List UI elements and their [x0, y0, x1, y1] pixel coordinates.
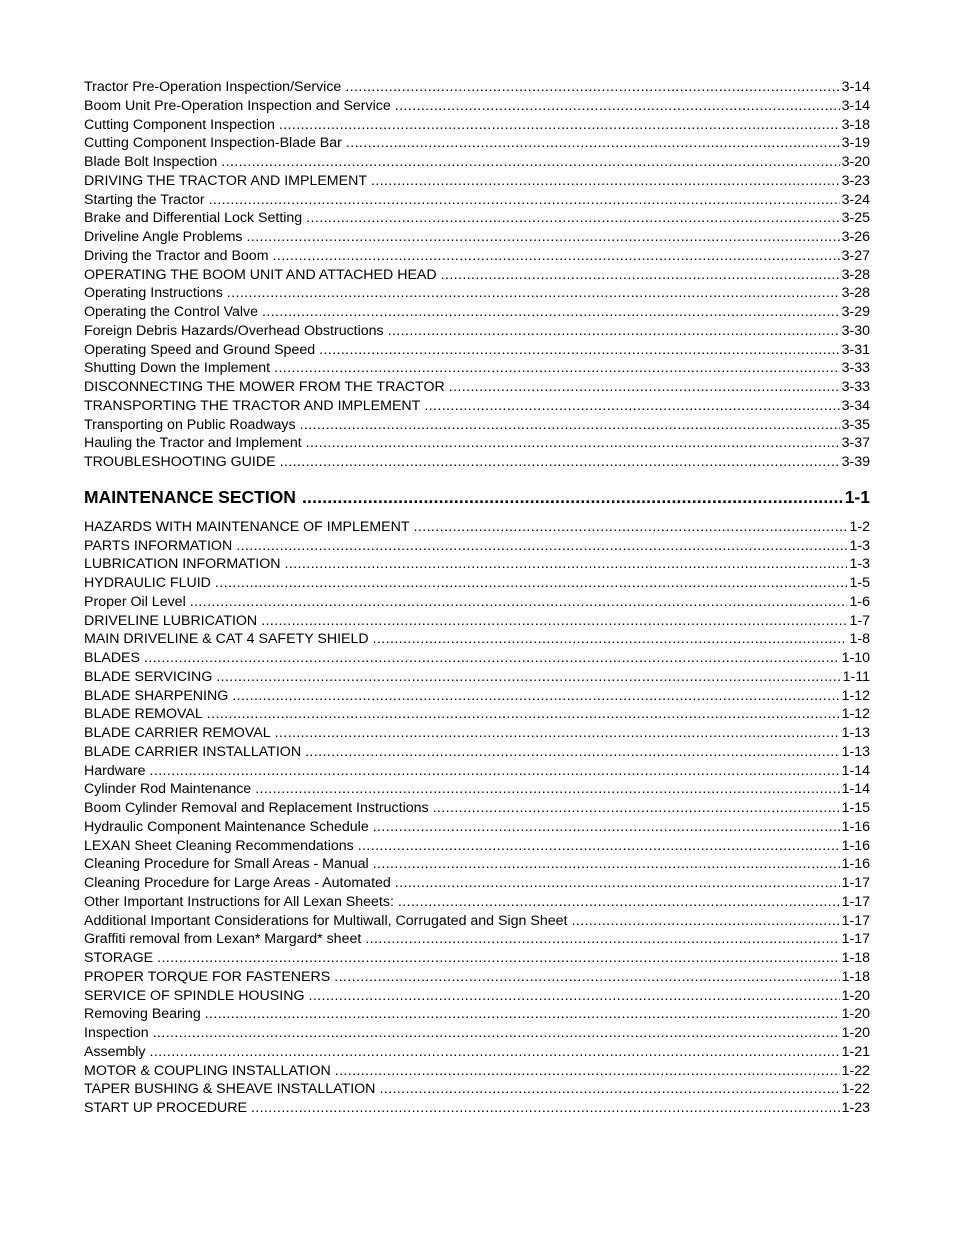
dot-leader: [398, 894, 840, 910]
dot-leader: [379, 1081, 839, 1097]
toc-entry[interactable]: [84, 800, 870, 819]
toc-entry-title: HAZARDS WITH MAINTENANCE OF IMPLEMENT: [84, 518, 410, 535]
dot-leader: [255, 781, 839, 797]
dot-leader: [261, 613, 847, 629]
toc-entry-page-number: 1-14: [841, 762, 870, 779]
toc-entry-title: Driveline Angle Problems: [84, 229, 243, 245]
toc-entry-page-number: 3-18: [841, 116, 870, 133]
toc-entry-page-number: 3-20: [841, 154, 870, 170]
dot-leader: [424, 398, 839, 414]
toc-entry-title: BLADE CARRIER REMOVAL: [84, 725, 271, 741]
dot-leader: [150, 1044, 840, 1060]
toc-entry[interactable]: [84, 267, 870, 286]
toc-entry[interactable]: [84, 763, 870, 782]
dot-leader: [285, 556, 848, 572]
dot-leader: [306, 435, 840, 451]
toc-entry-title: LUBRICATION INFORMATION: [84, 556, 281, 573]
toc-entry-page-number: 3-29: [841, 304, 870, 320]
dot-leader: [302, 487, 845, 508]
toc-entry-title: Transporting on Public Roadways: [84, 416, 296, 433]
toc-entry-title: BLADE REMOVAL: [84, 706, 203, 723]
toc-entry-title: Graffiti removal from Lexan* Margard* sheet: [84, 931, 362, 948]
toc-entry[interactable]: [84, 969, 870, 988]
toc-entry-page-number: 1-22: [841, 1062, 870, 1079]
toc-entry[interactable]: [84, 192, 870, 211]
toc-entry-title: Assembly: [84, 1043, 146, 1060]
toc-entry-title: Hauling the Tractor and Implement: [84, 435, 302, 452]
toc-entry-page-number: 3-33: [841, 360, 870, 377]
toc-entry-page-number: 1-17: [841, 912, 870, 929]
toc-entry-page-number: 1-15: [841, 800, 870, 816]
toc-entry[interactable]: [84, 594, 870, 613]
toc-entry[interactable]: [84, 931, 870, 950]
toc-entry-page-number: 1-8: [849, 631, 870, 648]
dot-leader: [334, 969, 839, 985]
dot-leader: [275, 725, 840, 741]
dot-leader: [216, 669, 840, 685]
toc-entry-page-number: 1-2: [849, 518, 870, 535]
toc-entry-page-number: 1-5: [849, 575, 870, 591]
toc-entry-title: LEXAN Sheet Cleaning Recommendations: [84, 837, 354, 854]
toc-entry-page-number: 1-12: [841, 687, 870, 704]
toc-entry-title: Driving the Tractor and Boom: [84, 247, 269, 264]
toc-entry-page-number: 3-31: [841, 341, 870, 358]
toc-entry-title: TROUBLESHOOTING GUIDE: [84, 454, 276, 470]
toc-entry[interactable]: [84, 454, 870, 473]
toc-entry-page-number: 1-3: [849, 537, 870, 554]
toc-entry-page-number: 1-7: [849, 612, 870, 629]
toc-entry[interactable]: [84, 650, 870, 669]
toc-entry-page-number: 1-14: [841, 781, 870, 798]
dot-leader: [279, 117, 840, 133]
toc-entry-page-number: 1-16: [841, 856, 870, 873]
table-of-contents: [84, 79, 870, 1119]
toc-entry[interactable]: [84, 819, 870, 838]
dot-leader: [433, 800, 840, 816]
toc-entry[interactable]: [84, 1025, 870, 1044]
dot-leader: [274, 360, 839, 376]
dot-leader: [247, 229, 840, 245]
toc-entry-title: STORAGE: [84, 950, 154, 966]
dot-leader: [236, 538, 847, 554]
toc-entry-title: HYDRAULIC FLUID: [84, 575, 211, 591]
toc-entry[interactable]: [84, 950, 870, 969]
section-title: MAINTENANCE SECTION: [84, 486, 296, 507]
toc-entry-page-number: 3-35: [841, 416, 870, 433]
dot-leader: [373, 856, 840, 872]
toc-entry[interactable]: [84, 229, 870, 248]
toc-entry-title: Foreign Debris Hazards/Overhead Obstructions: [84, 322, 384, 339]
toc-entry-title: MAIN DRIVELINE & CAT 4 SAFETY SHIELD: [84, 631, 369, 648]
toc-entry[interactable]: [84, 538, 870, 557]
toc-entry-page-number: 3-26: [841, 229, 870, 245]
dot-leader: [395, 875, 840, 891]
toc-entry[interactable]: [84, 323, 870, 342]
toc-section-heading[interactable]: [84, 487, 870, 513]
toc-entry[interactable]: [84, 435, 870, 454]
toc-entry-page-number: 1-13: [841, 743, 870, 760]
dot-leader: [335, 1063, 840, 1079]
toc-entry[interactable]: [84, 988, 870, 1007]
toc-entry-title: Shutting Down the Implement: [84, 360, 271, 377]
toc-entry-page-number: 3-33: [841, 379, 870, 395]
dot-leader: [221, 154, 839, 170]
toc-entry-page-number: 1-13: [841, 725, 870, 741]
toc-entry-title: Boom Unit Pre-Operation Inspection and Service: [84, 97, 391, 114]
dot-leader: [144, 650, 840, 666]
toc-entry[interactable]: [84, 894, 870, 913]
toc-entry-title: Tractor Pre-Operation Inspection/Service: [84, 79, 342, 95]
dot-leader: [306, 210, 839, 226]
dot-leader: [150, 763, 840, 779]
dot-leader: [305, 744, 840, 760]
toc-entry[interactable]: [84, 135, 870, 154]
toc-entry-page-number: 3-28: [841, 266, 870, 283]
toc-entry-title: Blade Bolt Inspection: [84, 154, 218, 170]
dot-leader: [153, 1025, 840, 1041]
toc-entry-title: Cleaning Procedure for Small Areas - Manual: [84, 856, 369, 873]
toc-entry[interactable]: [84, 519, 870, 538]
toc-entry[interactable]: [84, 1063, 870, 1082]
toc-entry[interactable]: [84, 304, 870, 323]
toc-entry-page-number: 1-22: [841, 1081, 870, 1098]
toc-entry-page-number: 3-34: [841, 397, 870, 414]
toc-group-operation: [84, 79, 870, 473]
toc-entry-title: DRIVELINE LUBRICATION: [84, 612, 258, 629]
dot-leader: [441, 267, 840, 283]
toc-entry-page-number: 3-23: [841, 172, 870, 189]
toc-entry[interactable]: [84, 342, 870, 361]
toc-entry-page-number: 3-37: [841, 435, 870, 452]
toc-entry-title: TRANSPORTING THE TRACTOR AND IMPLEMENT: [84, 397, 421, 414]
toc-entry-title: Cylinder Rod Maintenance: [84, 781, 252, 798]
toc-entry-title: START UP PROCEDURE: [84, 1100, 247, 1116]
toc-entry-title: MOTOR & COUPLING INSTALLATION: [84, 1062, 331, 1079]
toc-entry-title: OPERATING THE BOOM UNIT AND ATTACHED HEAD: [84, 266, 437, 283]
dot-leader: [251, 1100, 840, 1116]
toc-entry[interactable]: [84, 875, 870, 894]
dot-leader: [215, 575, 848, 591]
toc-entry[interactable]: [84, 838, 870, 857]
toc-entry-title: Operating Speed and Ground Speed: [84, 341, 316, 358]
toc-entry-page-number: 3-14: [841, 97, 870, 114]
toc-entry-title: Operating the Control Valve: [84, 304, 259, 320]
toc-entry-title: Other Important Instructions for All Lexan Sheets:: [84, 893, 394, 910]
toc-entry[interactable]: [84, 117, 870, 136]
toc-entry-page-number: 1-17: [841, 893, 870, 910]
toc-entry-title: PARTS INFORMATION: [84, 537, 233, 554]
toc-entry-title: Cutting Component Inspection-Blade Bar: [84, 135, 342, 152]
toc-entry-page-number: 1-3: [849, 556, 870, 573]
toc-entry-title: BLADE SERVICING: [84, 668, 213, 685]
toc-entry-title: Boom Cylinder Removal and Replacement Instructions: [84, 800, 429, 816]
dot-leader: [346, 135, 840, 151]
dot-leader: [300, 417, 840, 433]
toc-entry[interactable]: [84, 688, 870, 707]
toc-entry-title: DRIVING THE TRACTOR AND IMPLEMENT: [84, 172, 368, 189]
toc-entry-title: Hydraulic Component Maintenance Schedule: [84, 818, 369, 835]
dot-leader: [358, 838, 840, 854]
toc-entry-page-number: 3-14: [841, 79, 870, 95]
dot-leader: [345, 79, 839, 95]
toc-entry-title: BLADE SHARPENING: [84, 687, 229, 704]
dot-leader: [308, 988, 839, 1004]
toc-entry-page-number: 1-16: [841, 818, 870, 835]
toc-entry[interactable]: [84, 417, 870, 436]
dot-leader: [373, 819, 840, 835]
toc-entry-page-number: 1-20: [841, 1006, 870, 1023]
dot-leader: [395, 98, 840, 114]
dot-leader: [449, 379, 840, 395]
toc-entry-page-number: 1-23: [841, 1100, 870, 1116]
dot-leader: [157, 950, 839, 966]
toc-entry-title: Cleaning Procedure for Large Areas - Automated: [84, 875, 391, 891]
toc-entry-title: DISCONNECTING THE MOWER FROM THE TRACTOR: [84, 379, 445, 395]
toc-entry-page-number: 1-11: [842, 668, 870, 685]
dot-leader: [207, 706, 840, 722]
toc-entry[interactable]: [84, 1100, 870, 1119]
dot-leader: [190, 594, 848, 610]
toc-entry-page-number: 1-20: [841, 1025, 870, 1041]
dot-leader: [273, 248, 840, 264]
toc-entry[interactable]: [84, 1044, 870, 1063]
toc-entry-page-number: 1-10: [841, 650, 870, 666]
toc-entry-page-number: 1-20: [841, 987, 870, 1004]
toc-entry-page-number: 1-6: [849, 593, 870, 610]
dot-leader: [209, 192, 840, 208]
toc-entry-title: Proper Oil Level: [84, 593, 186, 610]
toc-entry-title: Starting the Tractor: [84, 191, 205, 208]
toc-entry[interactable]: [84, 248, 870, 267]
toc-entry[interactable]: [84, 398, 870, 417]
toc-entry-page-number: 1-21: [841, 1043, 870, 1060]
toc-entry-page-number: 1-17: [841, 875, 870, 891]
toc-entry[interactable]: [84, 669, 870, 688]
toc-entry[interactable]: [84, 631, 870, 650]
dot-leader: [414, 519, 848, 535]
toc-entry[interactable]: [84, 706, 870, 725]
dot-leader: [232, 688, 839, 704]
toc-entry-page-number: 3-19: [841, 135, 870, 152]
toc-entry-title: Additional Important Considerations for Multiwall, Corrugated and Sign Sheet: [84, 912, 568, 929]
toc-entry[interactable]: [84, 1081, 870, 1100]
toc-entry[interactable]: [84, 98, 870, 117]
dot-leader: [373, 631, 848, 647]
toc-entry[interactable]: [84, 913, 870, 932]
toc-entry[interactable]: [84, 781, 870, 800]
toc-entry-title: Cutting Component Inspection: [84, 116, 275, 133]
toc-entry-page-number: 3-39: [841, 454, 870, 470]
toc-entry[interactable]: [84, 173, 870, 192]
toc-entry-page-number: 1-18: [841, 950, 870, 966]
toc-entry-page-number: 1-18: [841, 968, 870, 985]
toc-entry-title: Operating Instructions: [84, 285, 223, 302]
toc-entry[interactable]: [84, 856, 870, 875]
toc-entry[interactable]: [84, 154, 870, 173]
toc-entry-title: PROPER TORQUE FOR FASTENERS: [84, 968, 331, 985]
dot-leader: [227, 285, 840, 301]
toc-entry-title: TAPER BUSHING & SHEAVE INSTALLATION: [84, 1081, 376, 1098]
toc-entry-title: Hardware: [84, 762, 146, 779]
toc-entry[interactable]: [84, 556, 870, 575]
toc-entry-page-number: 1-12: [841, 706, 870, 723]
toc-entry-page-number: 1-17: [841, 931, 870, 948]
toc-entry-page-number: 3-27: [841, 247, 870, 264]
toc-group-maintenance: [84, 519, 870, 1119]
toc-entry[interactable]: [84, 360, 870, 379]
toc-entry[interactable]: [84, 613, 870, 632]
dot-leader: [365, 931, 839, 947]
toc-entry[interactable]: [84, 285, 870, 304]
toc-entry-title: BLADE CARRIER INSTALLATION: [84, 743, 302, 760]
dot-leader: [280, 454, 840, 470]
toc-entry[interactable]: [84, 575, 870, 594]
dot-leader: [371, 173, 840, 189]
toc-entry[interactable]: [84, 744, 870, 763]
toc-entry[interactable]: [84, 379, 870, 398]
toc-entry-page-number: 3-24: [841, 191, 870, 208]
toc-entry-page-number: 3-25: [841, 210, 870, 227]
toc-entry-title: Inspection: [84, 1025, 149, 1041]
toc-entry-title: BLADES: [84, 650, 140, 666]
toc-entry-title: Removing Bearing: [84, 1006, 201, 1023]
toc-entry-page-number: 1-16: [841, 837, 870, 854]
toc-entry[interactable]: [84, 210, 870, 229]
toc-entry[interactable]: [84, 79, 870, 98]
toc-entry[interactable]: [84, 1006, 870, 1025]
toc-entry-title: SERVICE OF SPINDLE HOUSING: [84, 987, 305, 1004]
dot-leader: [262, 304, 840, 320]
toc-entry[interactable]: [84, 725, 870, 744]
dot-leader: [571, 913, 839, 929]
dot-leader: [205, 1006, 840, 1022]
toc-entry-page-number: 3-28: [841, 285, 870, 302]
dot-leader: [388, 323, 840, 339]
toc-entry-title: Brake and Differential Lock Setting: [84, 210, 303, 227]
section-page-number: 1-1: [844, 486, 870, 507]
dot-leader: [319, 342, 839, 358]
toc-entry-page-number: 3-30: [841, 322, 870, 339]
